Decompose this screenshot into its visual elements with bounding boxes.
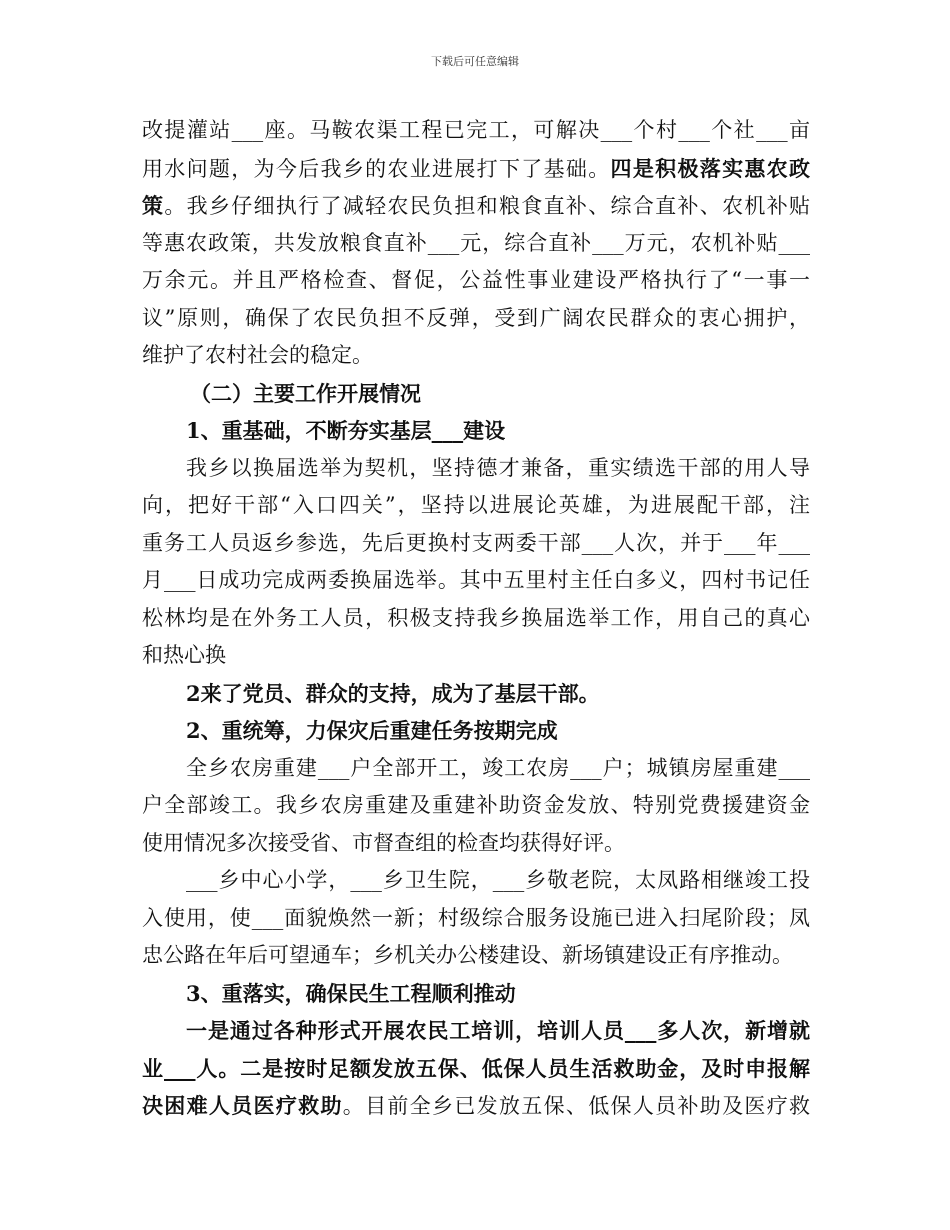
text-line [142, 150, 810, 188]
text-segment: 户全部竣工。我乡农房重建及重建补助资金发放、特别党费援建资金 [142, 793, 810, 817]
text-line [142, 562, 810, 600]
text-line [142, 1087, 810, 1125]
text-line [142, 375, 810, 413]
text-line [142, 1012, 810, 1050]
bold-text: 2、重统筹，力保灾后重建任务按期完成 [186, 718, 558, 743]
bold-text: 策 [142, 193, 165, 218]
bold-text: 2来了党员、群众的支持，成为了基层干部。 [186, 680, 600, 706]
text-segment: 议”原则，确保了农民负担不反弹，受到广阔农民群众的衷心拥护， [142, 305, 810, 330]
text-line [142, 112, 810, 150]
text-segment: 等惠农政策，共发放粮食直补___元，综合直补___万元，农机补贴___ [142, 230, 810, 255]
text-line [142, 825, 810, 863]
bold-text: 业___人。二是按时足额发放五保、低保人员生活救助金，及时申报解 [142, 1055, 810, 1081]
text-segment: 向，把好干部“入口四关”，坚持以进展论英雄，为进展配干部，注 [142, 493, 810, 517]
bold-text: （二）主要工作开展情况 [190, 380, 421, 406]
text-line [142, 412, 810, 450]
text-line [142, 900, 810, 938]
text-segment: 忠公路在年后可望通车；乡机关办公楼建设、新场镇建设正有序推动。 [142, 943, 793, 967]
text-segment: 使用情况多次接受省、市督查组的检查均获得好评。 [142, 830, 625, 855]
text-segment: ___乡中心小学，___乡卫生院，___乡敬老院，太凤路相继竣工投 [186, 868, 810, 892]
text-segment: 月___日成功完成两委换届选举。其中五里村主任白多义，四村书记任 [142, 568, 810, 592]
text-line [142, 600, 810, 638]
text-line [142, 525, 810, 563]
text-line [142, 712, 810, 750]
text-line [142, 787, 810, 825]
text-line [142, 450, 810, 488]
document-body [142, 112, 810, 1125]
text-line [142, 300, 810, 338]
text-segment: 。目前全乡已发放五保、低保人员补助及医疗救 [342, 1094, 811, 1118]
text-line [142, 637, 810, 675]
bold-text: 3、重落实，确保民生工程顺利推动 [186, 980, 516, 1006]
text-segment: 万余元。并且严格检查、督促，公益性事业建设严格执行了“一事一 [142, 268, 810, 292]
bold-text: 1、重基础，不断夯实基层___建设 [186, 418, 506, 443]
bold-text: 一是通过各种形式开展农民工培训，培训人员___多人次，新增就 [186, 1018, 810, 1043]
text-line [142, 337, 810, 375]
text-line [142, 187, 810, 225]
text-line [142, 750, 810, 788]
text-segment: 全乡农房重建___户全部开工，竣工农房___户；城镇房屋重建___ [186, 755, 810, 780]
text-line [142, 675, 810, 713]
text-segment: 重务工人员返乡参选，先后更换村支两委干部___人次，并于___年___ [142, 530, 810, 555]
text-line [142, 262, 810, 300]
text-segment: 和热心换 [142, 643, 226, 667]
text-line [142, 225, 810, 263]
bold-text: 四是积极落实惠农政 [610, 155, 810, 181]
text-line [142, 487, 810, 525]
text-segment: 。我乡仔细执行了减轻农民负担和粮食直补、综合直补、农机补贴 [164, 194, 810, 218]
text-segment: 用水问题，为今后我乡的农业进展打下了基础。 [142, 156, 611, 181]
text-line [142, 1050, 810, 1088]
text-segment: 松林均是在外务工人员，积极支持我乡换届选举工作，用自己的真心 [142, 605, 810, 630]
text-line [142, 975, 810, 1013]
text-segment: 维护了农村社会的稳定。 [142, 343, 373, 367]
bold-text: 决困难人员医疗救助 [142, 1093, 343, 1118]
text-segment: 我乡以换届选举为契机，坚持德才兼备，重实绩选干部的用人导 [186, 455, 810, 480]
text-segment: 改提灌站___座。马鞍农渠工程已完工，可解决___个村___个社___亩 [142, 118, 810, 142]
text-segment: 入使用，使___面貌焕然一新；村级综合服务设施已进入扫尾阶段；凤 [142, 905, 810, 930]
page-header: 下载后可任意编辑 [431, 55, 519, 68]
text-line [142, 937, 810, 975]
text-line [142, 862, 810, 900]
